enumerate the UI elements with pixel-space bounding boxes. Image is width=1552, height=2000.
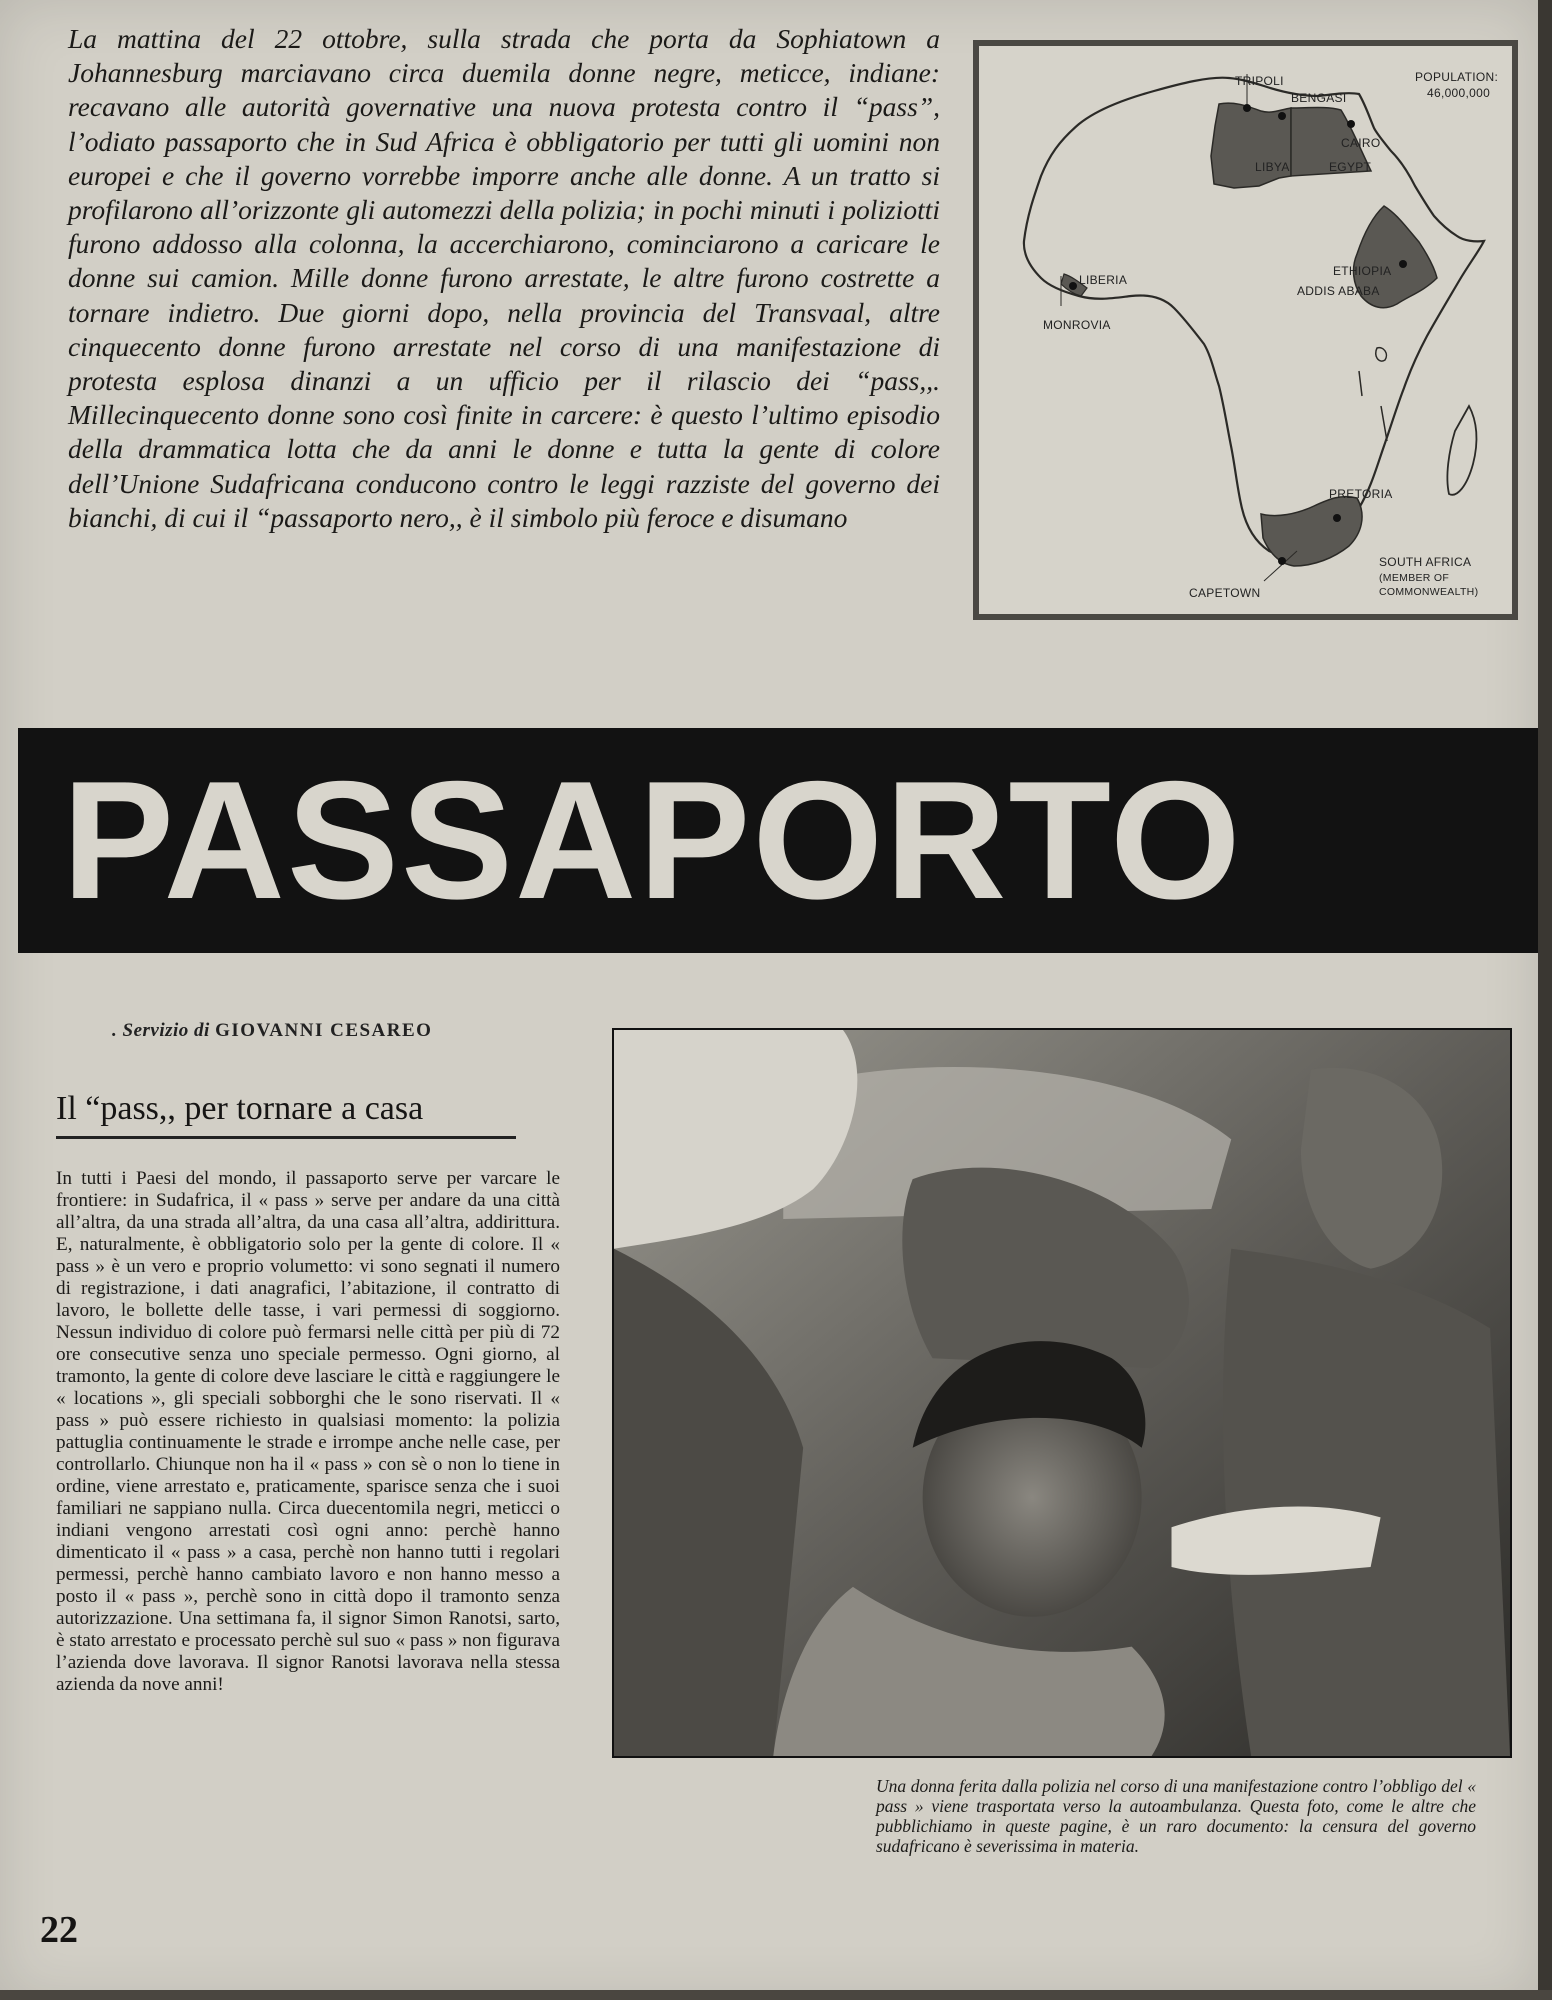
population-value: 46,000,000 xyxy=(1427,86,1491,100)
page-edge-bottom xyxy=(0,1990,1552,2000)
label-libya: LIBYA xyxy=(1255,160,1290,174)
madagascar xyxy=(1447,406,1476,495)
tripoli-dot xyxy=(1243,104,1251,112)
addis-ababa-dot xyxy=(1399,260,1407,268)
label-addis-ababa: ADDIS ABABA xyxy=(1297,284,1380,298)
capetown-dot xyxy=(1278,557,1286,565)
byline-prefix: . Servizio di xyxy=(112,1020,210,1041)
label-commonwealth: COMMONWEALTH) xyxy=(1379,586,1479,598)
monrovia-dot xyxy=(1069,282,1077,290)
photo-caption: Una donna ferita dalla polizia nel corso di una manifestazione contro l’obbligo del « pass » viene trasportata verso la autoambulanza. Questa foto, come le altre che pubblichiamo in queste pagine, è un raro documento: la censura del governo sudafricano è severissima in materia. xyxy=(876,1776,1476,1856)
news-photo xyxy=(612,1028,1512,1758)
label-member-of: (MEMBER OF xyxy=(1379,572,1450,584)
byline-author: GIOVANNI CESAREO xyxy=(215,1020,433,1041)
population-title: POPULATION: xyxy=(1415,70,1499,84)
africa-map xyxy=(973,40,1518,620)
page-number: 22 xyxy=(40,1909,78,1951)
page-title: PASSAPORTO xyxy=(62,746,1243,934)
label-south-africa: SOUTH AFRICA xyxy=(1379,555,1472,569)
byline xyxy=(112,1020,432,1042)
label-monrovia: MONROVIA xyxy=(1043,318,1111,332)
label-tripoli: TRIPOLI xyxy=(1235,74,1284,88)
photo-illustration xyxy=(614,1030,1510,1756)
label-ethiopia: ETHIOPIA xyxy=(1333,264,1392,278)
label-capetown: CAPETOWN xyxy=(1189,586,1261,600)
heading-underline xyxy=(56,1136,516,1139)
bengasi-dot xyxy=(1278,112,1286,120)
officer-uniform xyxy=(1223,1249,1510,1756)
pretoria-dot xyxy=(1333,514,1341,522)
label-cairo: CAIRO xyxy=(1341,136,1381,150)
label-pretoria: PRETORIA xyxy=(1329,487,1393,501)
article-body: In tutti i Paesi del mondo, il passaporto serve per varcare le frontiere: in Sudafrica, il « pass » serve per andare da una città all’altra, da una strada all’altra, da una casa all’altra, addirittura. E, naturalmente, è obbligatorio solo per la gente di colore. Il « pass » è un vero e proprio volumetto: vi sono segnati il numero di registrazione, i dati anagrafici, l’abitazione, il contratto di lavoro, le bollette delle tasse, i vari permessi di soggiorno. Nessun individuo di colore può fermarsi nelle città per più di 72 ore consecutive senza uno speciale permesso. Ogni giorno, al tramonto, la gente di colore deve lasciare le città e raggiungere le « locations », gli speciali sobborghi che le sono riservati. Il « pass » può essere richiesto in qualsiasi momento: la polizia pattuglia continuamente le strade e irrompe anche nelle case, per controllarlo. Chiunque non ha il « pass » con sè o non lo tiene in ordine, viene arrestato e, praticamente, sparisce senza che i suoi familiari ne sappiano nulla. Circa duecentomila negri, meticci o indiani vengono arrestati così ogni anno: perchè hanno dimenticato il « pass » a casa, perchè non hanno tutti i regolari permessi, perchè hanno cambiato lavoro e non hanno messo a posto il « pass », perchè sono in città dopo il tramonto senza autorizzazione. Una settimana fa, il signor Simon Ranotsi, sarto, è stato arrestato e processato perchè sul suo « pass » non figurava l’azienda dove lavorava. Il signor Ranotsi lavorava nella stessa azienda da nove anni! xyxy=(56,1168,560,1695)
label-liberia: LIBERIA xyxy=(1079,273,1128,287)
page-edge-right xyxy=(1538,0,1552,2000)
label-bengasi: BENGASI xyxy=(1291,91,1347,105)
cairo-dot xyxy=(1347,120,1355,128)
label-egypt: EGYPT xyxy=(1329,160,1372,174)
section-heading: Il “pass,, per tornare a casa xyxy=(56,1090,424,1127)
intro-paragraph: La mattina del 22 ottobre, sulla strada che porta da Sophiatown a Johannesburg marciavano circa duemila donne negre, meticce, indiane: recavano alle autorità governative una nuova protesta contro il “pass”, l’odiato passaporto che in Sud Africa è obbligatorio per tutti gli uomini non europei e che il governo vorrebbe imporre anche alle donne. A un tratto si profilarono all’orizzonte gli automezzi della polizia; in pochi minuti i poliziotti furono addosso alla colonna, la accerchiarono, cominciarono a caricare le donne sui camion. Mille donne furono arrestate, le altre furono costrette a tornare indietro. Due giorni dopo, nella provincia del Transvaal, altre cinquecento donne furono arrestate nel corso di una manifestazione di protesta esplosa dinanzi a un ufficio per il rilascio dei “pass,,. Millecinquecento donne sono così finite in carcere: è questo l’ultimo episodio della drammatica lotta che da anni le donne e tutta la gente di colore dell’Unione Sudafricana conducono contro le leggi razziste del governo dei bianchi, di cui il “passaporto nero,, è il simbolo più feroce e disumano xyxy=(68,23,940,533)
